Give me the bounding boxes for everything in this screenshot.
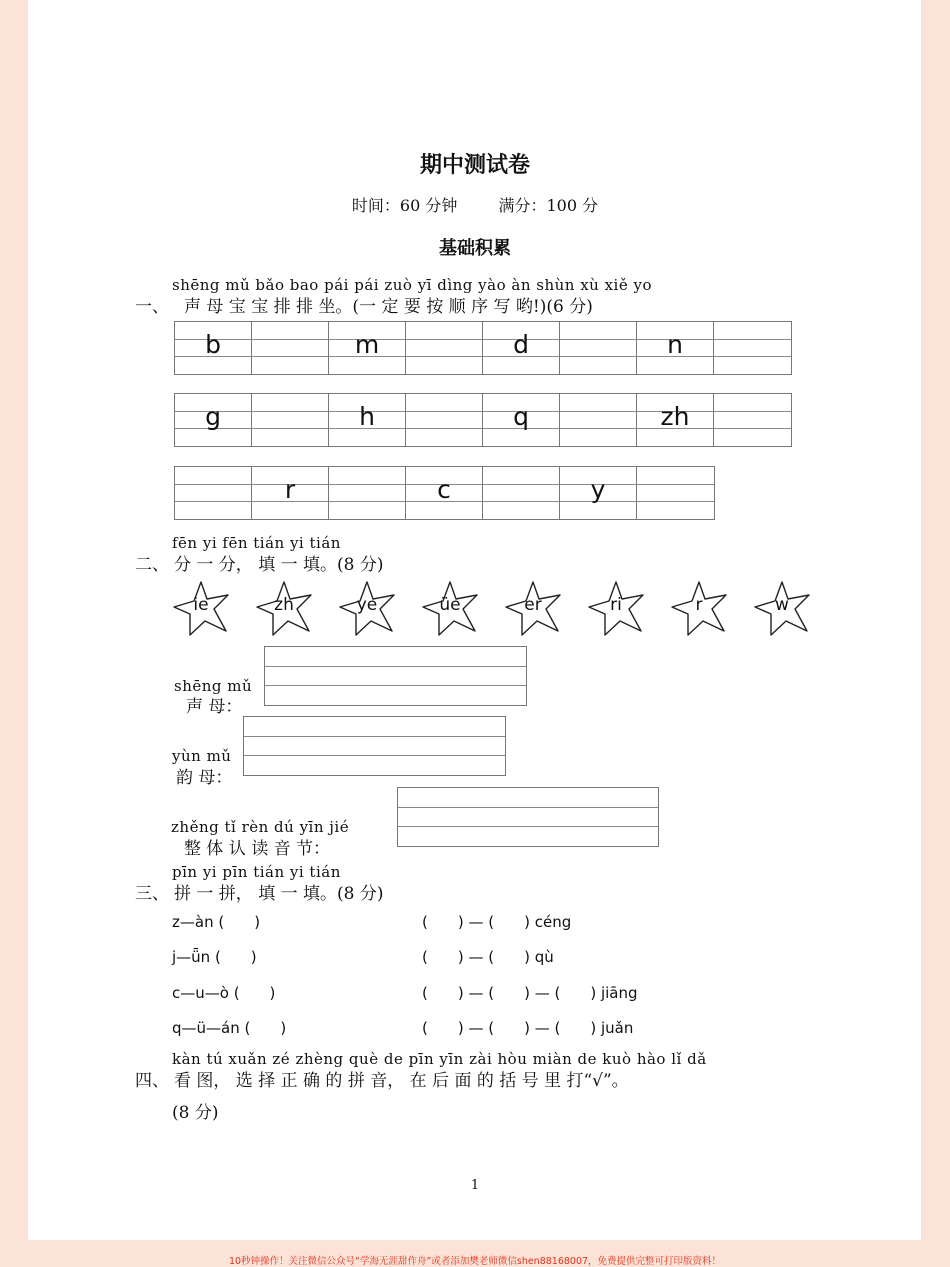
q4-pinyin: kàn tú xuǎn zé zhèng què de pīn yīn zài hòu miàn de kuò hào lǐ dǎ [172, 1050, 707, 1068]
q1-pinyin: shēng mǔ bǎo bao pái pái zuò yī dìng yào àn shùn xù xiě yo [172, 276, 652, 294]
star-label: zh [274, 595, 294, 615]
page-number: 1 [470, 1178, 480, 1193]
cell-letter: g [205, 402, 221, 431]
section-heading: 基础积累 [439, 238, 511, 259]
q3-right-2[interactable]: ( ) — ( ) qù [422, 948, 554, 966]
pinyin-cell[interactable] [406, 394, 483, 446]
q4-points: (8 分) [172, 1103, 219, 1123]
exam-info [0, 193, 950, 216]
q3-number: 三、 [135, 884, 169, 904]
page-title: 期中测试卷 [419, 152, 530, 178]
q4-number: 四、 [135, 1071, 169, 1091]
pinyin-cell [406, 467, 483, 519]
q3-left-3[interactable]: c—u—ò ( ) [172, 984, 276, 1002]
star-shape[interactable] [419, 579, 481, 637]
pinyin-cell[interactable] [714, 322, 791, 374]
pinyin-cell[interactable] [252, 394, 329, 446]
pinyin-cell[interactable] [406, 322, 483, 374]
cell-letter: h [359, 402, 375, 431]
time-limit: 时间：60 分钟 [351, 196, 458, 215]
star-label: r [695, 595, 703, 615]
pinyin-cell[interactable] [483, 467, 560, 519]
pinyin-cell[interactable] [252, 322, 329, 374]
zhengti-label: 整 体 认 读 音 节： [184, 839, 331, 859]
q3-right-1[interactable]: ( ) — ( ) céng [422, 913, 572, 931]
pinyin-cell [637, 394, 714, 446]
cell-letter: m [354, 330, 380, 359]
star-shape[interactable] [751, 579, 813, 637]
q3-left-1[interactable]: z—àn ( ) [172, 913, 261, 931]
pinyin-cell [175, 394, 252, 446]
pinyin-cell[interactable] [714, 394, 791, 446]
pinyin-cell[interactable] [637, 467, 714, 519]
pinyin-cell [483, 322, 560, 374]
cell-letter: y [590, 475, 606, 504]
star-shape[interactable] [585, 579, 647, 637]
q2-pinyin: fēn yi fēn tián yi tián [172, 534, 341, 552]
yunmu-pinyin: yùn mǔ [172, 747, 232, 765]
q3-left-2[interactable]: j—ǖn ( ) [172, 948, 257, 966]
full-score: 满分：100 分 [498, 196, 599, 215]
pinyin-cell [252, 467, 329, 519]
yunmu-label: 韵 母： [176, 768, 233, 788]
star-label: ri [610, 595, 622, 615]
q1-instruction: 声 母 宝 宝 排 排 坐。(一 定 要 按 顺 序 写 哟!)(6 分) [184, 297, 593, 317]
shengmu-answer-box[interactable] [264, 646, 527, 706]
star-shape[interactable] [253, 579, 315, 637]
star-label: ye [356, 595, 378, 615]
zhengti-pinyin: zhěng tǐ rèn dú yīn jié [171, 818, 350, 836]
q1-grid-row3 [174, 466, 715, 520]
cell-letter: d [513, 330, 529, 359]
q1-grid-row1 [174, 321, 792, 375]
cell-letter: r [284, 475, 296, 504]
star-shape[interactable] [336, 579, 398, 637]
star-label: ie [193, 595, 209, 615]
cell-letter: c [437, 475, 451, 504]
cell-letter: b [205, 330, 221, 359]
pinyin-cell [329, 322, 406, 374]
q3-left-4[interactable]: q—ü—án ( ) [172, 1019, 287, 1037]
q3-right-4[interactable]: ( ) — ( ) — ( ) juǎn [422, 1019, 634, 1037]
pinyin-cell [329, 394, 406, 446]
pinyin-cell[interactable] [329, 467, 406, 519]
q2-instruction: 分 一 分， 填 一 填。(8 分) [174, 555, 384, 575]
cell-letter: n [667, 330, 683, 359]
star-label: üe [439, 595, 461, 615]
q1-grid-row2 [174, 393, 792, 447]
pinyin-cell[interactable] [560, 322, 637, 374]
star-shape[interactable] [502, 579, 564, 637]
pinyin-cell [483, 394, 560, 446]
q3-pinyin: pīn yi pīn tián yi tián [172, 863, 341, 881]
q4-instruction: 看 图， 选 择 正 确 的 拼 音， 在 后 面 的 括 号 里 打“√”。 [174, 1071, 629, 1091]
shengmu-pinyin: shēng mǔ [174, 677, 253, 695]
star-label: er [524, 595, 542, 615]
pinyin-cell[interactable] [560, 394, 637, 446]
pinyin-cell [175, 322, 252, 374]
star-shape[interactable] [668, 579, 730, 637]
star-shape[interactable] [170, 579, 232, 637]
q3-instruction: 拼 一 拼， 填 一 填。(8 分) [174, 884, 384, 904]
zhengti-answer-box[interactable] [397, 787, 659, 847]
q3-right-3[interactable]: ( ) — ( ) — ( ) jiāng [422, 984, 638, 1002]
pinyin-cell [560, 467, 637, 519]
q1-number: 一、 [135, 297, 169, 317]
yunmu-answer-box[interactable] [243, 716, 506, 776]
cell-letter: zh [660, 402, 690, 431]
footer-notice: 10秒钟操作！关注微信公众号“学海无涯甜作舟”或者添加樊老师微信shen88168007，免费提供完整可打印版资料！ [228, 1256, 722, 1267]
cell-letter: q [513, 402, 529, 431]
star-label: w [775, 595, 789, 615]
pinyin-cell [637, 322, 714, 374]
q2-number: 二、 [135, 555, 169, 575]
pinyin-cell[interactable] [175, 467, 252, 519]
shengmu-label: 声 母： [186, 697, 243, 717]
